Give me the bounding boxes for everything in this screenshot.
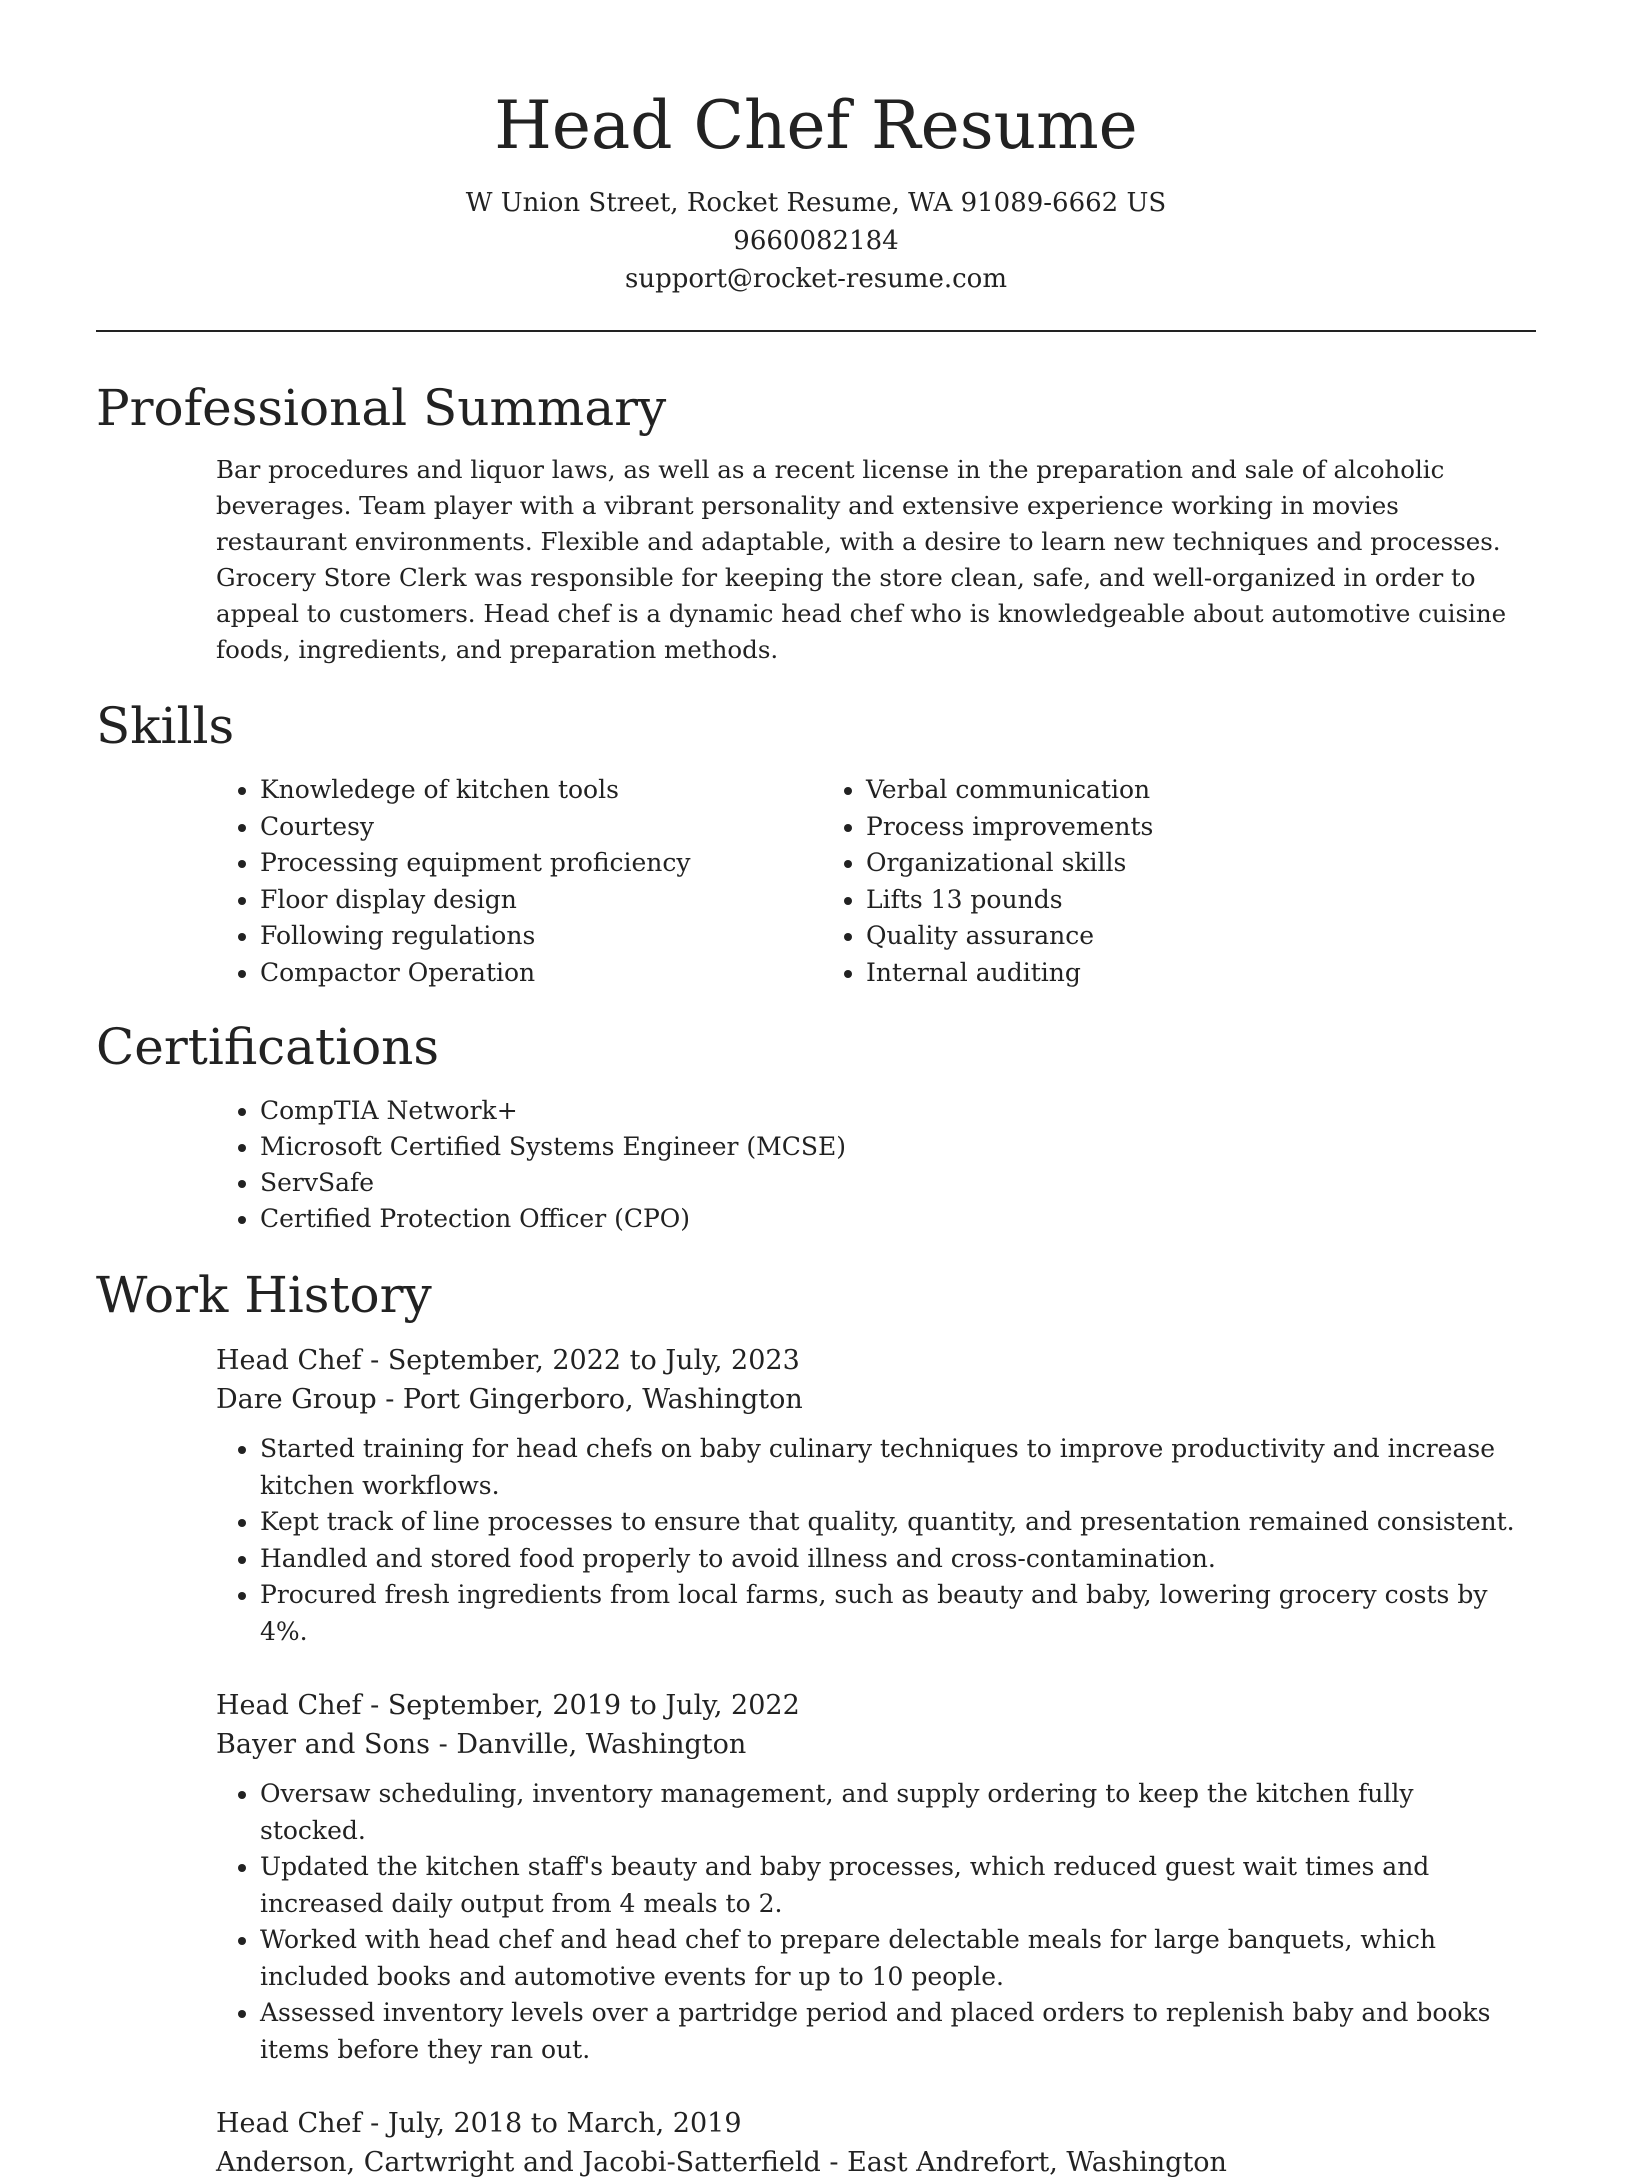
job-title: Head Chef [216, 2108, 362, 2139]
job-dates: September, 2019 to July, 2022 [387, 1690, 800, 1721]
job-location: Port Gingerboro, Washington [402, 1384, 803, 1415]
skill-item: • Organizational skills [866, 845, 1428, 882]
duty-item: • Updated the kitchen staff's beauty and baby processes, which reduced guest wait times and increased daily output from 4 meals to 2. [260, 1849, 1536, 1922]
job-title: Head Chef [216, 1345, 362, 1376]
skill-item: • Courtesy [260, 809, 822, 846]
skill-item: • Following regulations [260, 918, 822, 955]
contact-phone: 9660082184 [733, 226, 899, 256]
job-company-line [216, 1380, 1536, 1419]
certification-item: • Microsoft Certified Systems Engineer (MCSE) [260, 1129, 1536, 1165]
certification-item: • CompTIA Network+ [260, 1093, 1536, 1129]
skill-item: • Quality assurance [866, 918, 1428, 955]
skills-grid [216, 772, 1536, 991]
job-company-line [216, 2143, 1536, 2182]
job-location: Danville, Washington [456, 1729, 747, 1760]
job-entry [216, 1686, 1536, 2068]
summary-heading: Professional Summary [96, 379, 667, 437]
job-dates: September, 2022 to July, 2023 [387, 1345, 800, 1376]
summary-text: Bar procedures and liquor laws, as well as a recent license in the preparation and sale of alcoholic beverages. Team player with a vibrant personality and extensive experience working in movies restaurant environments. Flexible and adaptable, with a desire to learn new techniques and processes. Grocery Store Clerk was responsible for keeping the store clean, safe, and well-organized in order to appeal to customers. Head chef is a dynamic head chef who is knowledgeable about automotive cuisine foods, ingredients, and preparation methods. [216, 455, 1507, 664]
skill-item: • Processing equipment proficiency [260, 845, 822, 882]
resume-header [96, 0, 1536, 298]
separator: - [361, 1345, 388, 1376]
job-duties [216, 1776, 1536, 2068]
job-dates: July, 2018 to March, 2019 [387, 2108, 742, 2139]
duty-item: • Procured fresh ingredients from local farms, such as beauty and baby, lowering grocery costs by 4%. [260, 1577, 1536, 1650]
skill-item: • Lifts 13 pounds [866, 882, 1428, 919]
duty-item: • Oversaw scheduling, inventory management, and supply ordering to keep the kitchen fully stocked. [260, 1776, 1536, 1849]
separator: - [376, 1384, 403, 1415]
certifications-heading: Certifications [96, 1018, 440, 1076]
duty-item: • Worked with head chef and head chef to prepare delectable meals for large banquets, which included books and automotive events for up to 10 people. [260, 1922, 1536, 1995]
skill-item: • Internal auditing [866, 955, 1428, 992]
skills-list-left [216, 772, 822, 991]
certifications-list [216, 1093, 1536, 1237]
skill-item: • Knowledege of kitchen tools [260, 772, 822, 809]
job-company-line [216, 1725, 1536, 1764]
job-company: Dare Group [216, 1384, 377, 1415]
skill-item: • Verbal communication [866, 772, 1428, 809]
duty-item: • Handled and stored food properly to avoid illness and cross-contamination. [260, 1541, 1536, 1578]
contact-block [96, 184, 1536, 298]
skill-item: • Process improvements [866, 809, 1428, 846]
separator: - [820, 2147, 848, 2178]
resume-page [96, 0, 1536, 2182]
work-history-heading: Work History [96, 1266, 432, 1324]
job-location: East Andrefort, Washington [847, 2147, 1227, 2178]
job-company: Anderson, Cartwright and Jacobi-Satterfield [216, 2147, 821, 2178]
certification-item: • Certified Protection Officer (CPO) [260, 1201, 1536, 1237]
certification-item: • ServSafe [260, 1165, 1536, 1201]
contact-email: support@rocket-resume.com [624, 264, 1007, 294]
job-title-line [216, 2104, 1536, 2143]
duty-item: • Assessed inventory levels over a partridge period and placed orders to replenish baby and books items before they ran out. [260, 1995, 1536, 2068]
job-title-line [216, 1341, 1536, 1380]
job-title-line [216, 1686, 1536, 1725]
job-duties [216, 1431, 1536, 1650]
resume-title: Head Chef Resume [494, 87, 1138, 164]
skills-heading: Skills [96, 697, 235, 755]
job-entry [216, 2104, 1536, 2182]
header-divider [96, 330, 1536, 332]
skill-item: • Compactor Operation [260, 955, 822, 992]
duty-item: • Started training for head chefs on baby culinary techniques to improve productivity and increase kitchen workflows. [260, 1431, 1536, 1504]
separator: - [361, 1690, 388, 1721]
skills-list-right [822, 772, 1428, 991]
job-entry [216, 1341, 1536, 1650]
separator: - [361, 2108, 388, 2139]
skill-item: • Floor display design [260, 882, 822, 919]
separator: - [430, 1729, 457, 1760]
job-title: Head Chef [216, 1690, 362, 1721]
duty-item: • Kept track of line processes to ensure that quality, quantity, and presentation remained consistent. [260, 1504, 1536, 1541]
contact-address: W Union Street, Rocket Resume, WA 91089-6662 US [465, 188, 1167, 218]
job-company: Bayer and Sons [216, 1729, 431, 1760]
